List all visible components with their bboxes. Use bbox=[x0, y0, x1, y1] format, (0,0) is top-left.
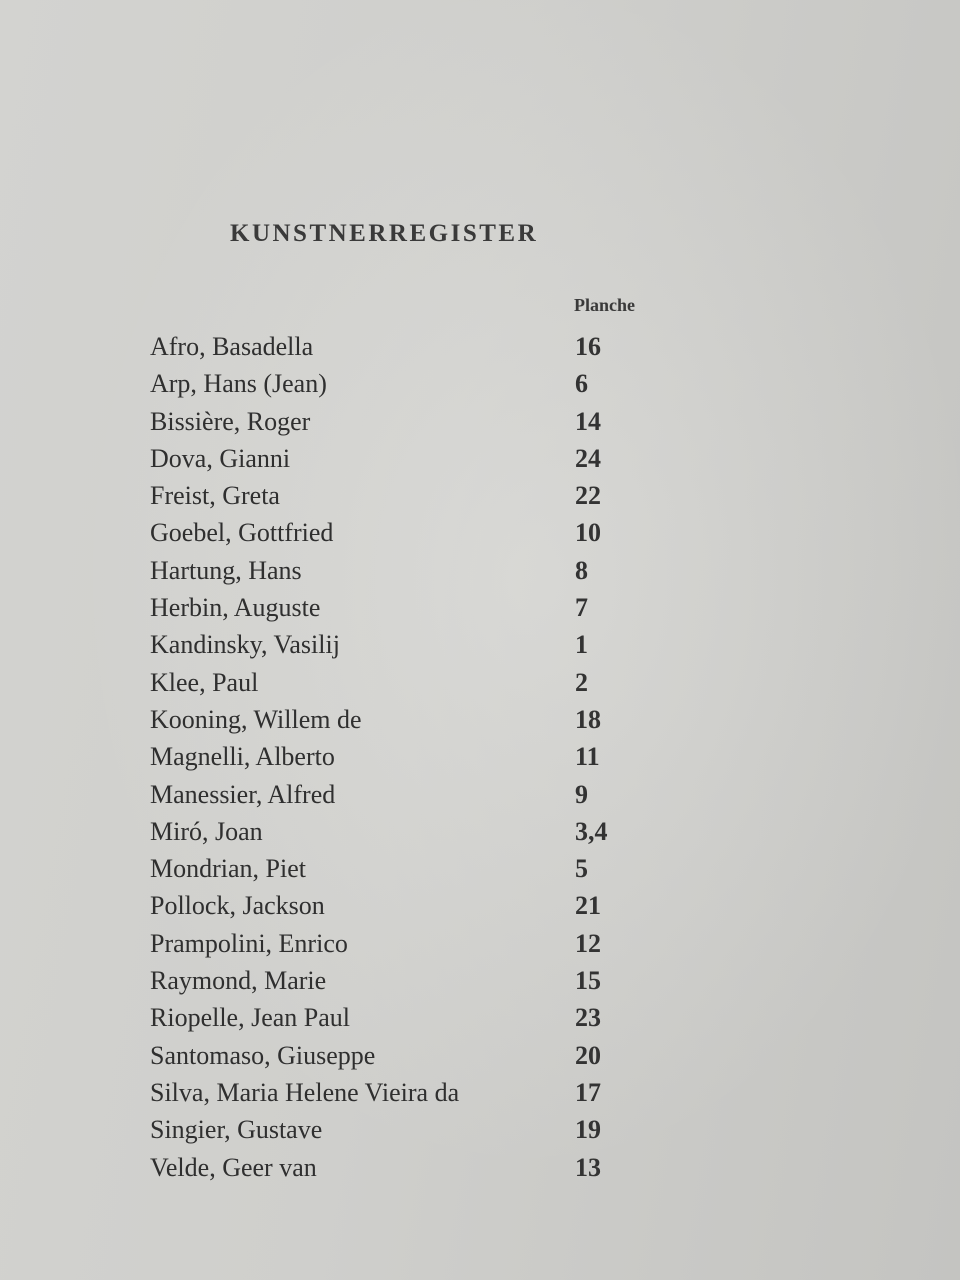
register-entry bbox=[150, 552, 670, 589]
plate-column-header: Planche bbox=[574, 295, 635, 315]
artist-name: Manessier, Alfred bbox=[150, 779, 336, 809]
plate-number: 17 bbox=[575, 1077, 601, 1107]
register-entry bbox=[150, 1149, 670, 1186]
artist-name: Silva, Maria Helene Vieira da bbox=[150, 1077, 460, 1107]
register-entry bbox=[150, 664, 670, 701]
plate-number: 3,4 bbox=[575, 816, 608, 846]
plate-number: 5 bbox=[575, 854, 588, 884]
register-entry bbox=[150, 701, 670, 738]
plate-number: 9 bbox=[575, 779, 588, 809]
plate-number: 13 bbox=[575, 1152, 601, 1182]
plate-number: 1 bbox=[575, 630, 588, 660]
artist-name: Miró, Joan bbox=[150, 816, 263, 846]
artist-name: Prampolini, Enrico bbox=[150, 928, 348, 958]
artist-name: Freist, Greta bbox=[150, 481, 280, 511]
artist-name: Goebel, Gottfried bbox=[150, 518, 334, 548]
plate-number: 2 bbox=[575, 667, 588, 697]
register-entry bbox=[150, 514, 670, 551]
artist-name: Hartung, Hans bbox=[150, 555, 302, 585]
register-entry bbox=[150, 776, 670, 813]
register-entry bbox=[150, 365, 670, 402]
register-entry bbox=[150, 962, 670, 999]
register-entry bbox=[150, 328, 670, 365]
artist-name: Mondrian, Piet bbox=[150, 854, 306, 884]
register-entry bbox=[150, 1037, 670, 1074]
artist-name: Herbin, Auguste bbox=[150, 593, 321, 623]
artist-name: Dova, Gianni bbox=[150, 443, 291, 473]
artist-name: Magnelli, Alberto bbox=[150, 742, 335, 772]
register-entry bbox=[150, 850, 670, 887]
artist-name: Singier, Gustave bbox=[150, 1115, 323, 1145]
register-entry bbox=[150, 925, 670, 962]
artist-name: Riopelle, Jean Paul bbox=[150, 1003, 351, 1033]
artist-name: Velde, Geer van bbox=[150, 1152, 317, 1182]
artist-name: Santomaso, Giuseppe bbox=[150, 1040, 376, 1070]
plate-number: 12 bbox=[575, 928, 601, 958]
plate-number: 18 bbox=[575, 704, 601, 734]
artist-name: Klee, Paul bbox=[150, 667, 259, 697]
plate-number: 19 bbox=[575, 1115, 601, 1145]
plate-number: 7 bbox=[575, 593, 588, 623]
plate-number: 10 bbox=[575, 518, 601, 548]
plate-number: 20 bbox=[575, 1040, 601, 1070]
register-entry bbox=[150, 1111, 670, 1148]
register-entry bbox=[150, 1074, 670, 1111]
register-entry bbox=[150, 887, 670, 924]
artist-register-list bbox=[150, 328, 670, 1186]
plate-number: 8 bbox=[575, 555, 588, 585]
artist-name: Bissière, Roger bbox=[150, 406, 311, 436]
plate-number: 21 bbox=[575, 891, 601, 921]
artist-name: Kandinsky, Vasilij bbox=[150, 630, 340, 660]
register-entry bbox=[150, 999, 670, 1036]
register-entry bbox=[150, 589, 670, 626]
artist-name: Pollock, Jackson bbox=[150, 891, 325, 921]
register-entry bbox=[150, 440, 670, 477]
plate-number: 22 bbox=[575, 481, 601, 511]
plate-number: 15 bbox=[575, 966, 601, 996]
plate-number: 16 bbox=[575, 332, 601, 361]
artist-name: Kooning, Willem de bbox=[150, 704, 362, 734]
register-entry bbox=[150, 626, 670, 663]
register-entry bbox=[150, 813, 670, 850]
artist-name: Afro, Basadella bbox=[150, 332, 314, 361]
page-title: KUNSTNERREGISTER bbox=[230, 220, 539, 247]
register-entry bbox=[150, 477, 670, 514]
artist-name: Arp, Hans (Jean) bbox=[150, 369, 327, 399]
artist-name: Raymond, Marie bbox=[150, 966, 327, 996]
register-entry bbox=[150, 738, 670, 775]
plate-number: 6 bbox=[575, 369, 588, 399]
plate-number: 24 bbox=[575, 443, 601, 473]
plate-number: 14 bbox=[575, 406, 601, 436]
register-entry bbox=[150, 403, 670, 440]
plate-number: 23 bbox=[575, 1003, 601, 1033]
plate-number: 11 bbox=[575, 742, 600, 772]
